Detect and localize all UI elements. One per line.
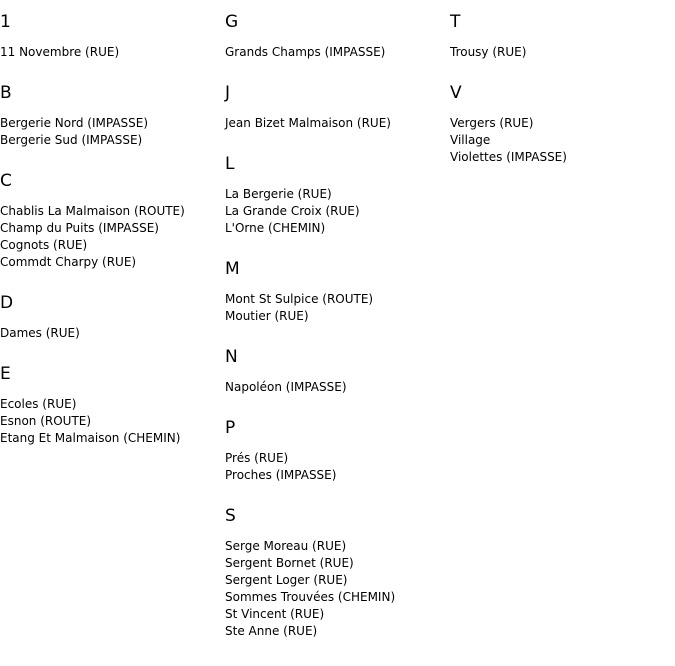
street-link[interactable]: Etang Et Malmaison (CHEMIN) [0, 431, 181, 445]
letter-group [225, 81, 445, 132]
letter-group [225, 152, 445, 237]
street-item [225, 203, 445, 220]
street-link[interactable]: Mont St Sulpice (ROUTE) [225, 292, 374, 306]
letter-heading: N [225, 347, 238, 367]
street-item [225, 186, 445, 203]
letter-group [225, 416, 445, 484]
street-link[interactable]: Chablis La Malmaison (ROUTE) [0, 204, 185, 218]
street-item [225, 555, 445, 572]
street-index-column-2 [225, 10, 445, 660]
street-link[interactable]: Serge Moreau (RUE) [225, 539, 347, 553]
letter-heading: E [0, 364, 11, 384]
letter-heading: C [0, 171, 12, 191]
street-item [450, 44, 670, 61]
letter-group [450, 81, 670, 166]
street-link[interactable]: Bergerie Sud (IMPASSE) [0, 133, 143, 147]
letter-group [450, 10, 670, 61]
letter-group [0, 362, 220, 447]
letter-heading: B [0, 83, 12, 103]
street-item [225, 379, 445, 396]
street-item [0, 325, 220, 342]
letter-group [225, 504, 445, 640]
street-link[interactable]: Napoléon (IMPASSE) [225, 380, 347, 394]
street-index-column-3 [450, 10, 670, 186]
letter-heading: S [225, 506, 236, 526]
letter-group [0, 10, 220, 61]
street-list [0, 115, 220, 149]
street-link[interactable]: Sergent Loger (RUE) [225, 573, 348, 587]
street-link[interactable]: Cognots (RUE) [0, 238, 88, 252]
street-link[interactable]: Sommes Trouvées (CHEMIN) [225, 590, 396, 604]
letter-heading: V [450, 83, 462, 103]
street-link[interactable]: Moutier (RUE) [225, 309, 309, 323]
street-item [0, 203, 220, 220]
street-item [0, 413, 220, 430]
street-link[interactable]: Commdt Charpy (RUE) [0, 255, 137, 269]
street-link[interactable]: L'Orne (CHEMIN) [225, 221, 326, 235]
street-item [0, 430, 220, 447]
street-list [225, 186, 445, 237]
street-link[interactable]: Dames (RUE) [0, 326, 80, 340]
street-item [0, 254, 220, 271]
street-list [225, 538, 445, 640]
street-list [225, 450, 445, 484]
street-item [0, 115, 220, 132]
street-link[interactable]: 11 Novembre (RUE) [0, 45, 120, 59]
street-link[interactable]: Violettes (IMPASSE) [450, 150, 567, 164]
letter-heading: T [450, 12, 461, 32]
street-list [0, 325, 220, 342]
street-link[interactable]: Bergerie Nord (IMPASSE) [0, 116, 149, 130]
street-item [225, 606, 445, 623]
street-link[interactable]: St Vincent (RUE) [225, 607, 325, 621]
street-link[interactable]: La Bergerie (RUE) [225, 187, 332, 201]
street-link[interactable]: Trousy (RUE) [450, 45, 527, 59]
letter-heading: M [225, 259, 240, 279]
street-list [225, 291, 445, 325]
street-list [225, 44, 445, 61]
street-list [450, 44, 670, 61]
letter-heading: J [225, 83, 231, 103]
street-link[interactable]: Vergers (RUE) [450, 116, 534, 130]
street-list [450, 115, 670, 166]
street-item [225, 308, 445, 325]
street-item [225, 115, 445, 132]
street-list [0, 396, 220, 447]
street-item [0, 132, 220, 149]
street-item [0, 44, 220, 61]
street-link[interactable]: Prés (RUE) [225, 451, 289, 465]
letter-group [0, 169, 220, 271]
street-item [225, 623, 445, 640]
street-item [225, 467, 445, 484]
street-link[interactable]: Sergent Bornet (RUE) [225, 556, 354, 570]
street-item [225, 572, 445, 589]
letter-group [225, 10, 445, 61]
street-link[interactable]: Grands Champs (IMPASSE) [225, 45, 386, 59]
street-item [450, 115, 670, 132]
street-link[interactable]: Ste Anne (RUE) [225, 624, 318, 638]
street-item [225, 220, 445, 237]
street-link[interactable]: Village [450, 133, 491, 147]
street-item [0, 396, 220, 413]
street-item [225, 589, 445, 606]
street-item [225, 538, 445, 555]
letter-heading: 1 [0, 12, 11, 32]
street-item [450, 149, 670, 166]
street-link[interactable]: Champ du Puits (IMPASSE) [0, 221, 159, 235]
letter-heading: P [225, 418, 236, 438]
street-item [225, 291, 445, 308]
street-link[interactable]: Esnon (ROUTE) [0, 414, 92, 428]
letter-group [225, 257, 445, 325]
street-list [225, 379, 445, 396]
street-item [225, 450, 445, 467]
street-item [450, 132, 670, 149]
letter-heading: D [0, 293, 14, 313]
street-item [0, 237, 220, 254]
letter-group [225, 345, 445, 396]
street-item [0, 220, 220, 237]
street-link[interactable]: Jean Bizet Malmaison (RUE) [225, 116, 391, 130]
street-list [0, 44, 220, 61]
letter-heading: G [225, 12, 239, 32]
letter-group [0, 81, 220, 149]
street-link[interactable]: Ecoles (RUE) [0, 397, 77, 411]
street-item [225, 44, 445, 61]
street-list [225, 115, 445, 132]
street-link[interactable]: Proches (IMPASSE) [225, 468, 337, 482]
letter-heading: L [225, 154, 235, 174]
street-link[interactable]: La Grande Croix (RUE) [225, 204, 360, 218]
street-list [0, 203, 220, 271]
letter-group [0, 291, 220, 342]
street-index-column-1 [0, 10, 220, 467]
